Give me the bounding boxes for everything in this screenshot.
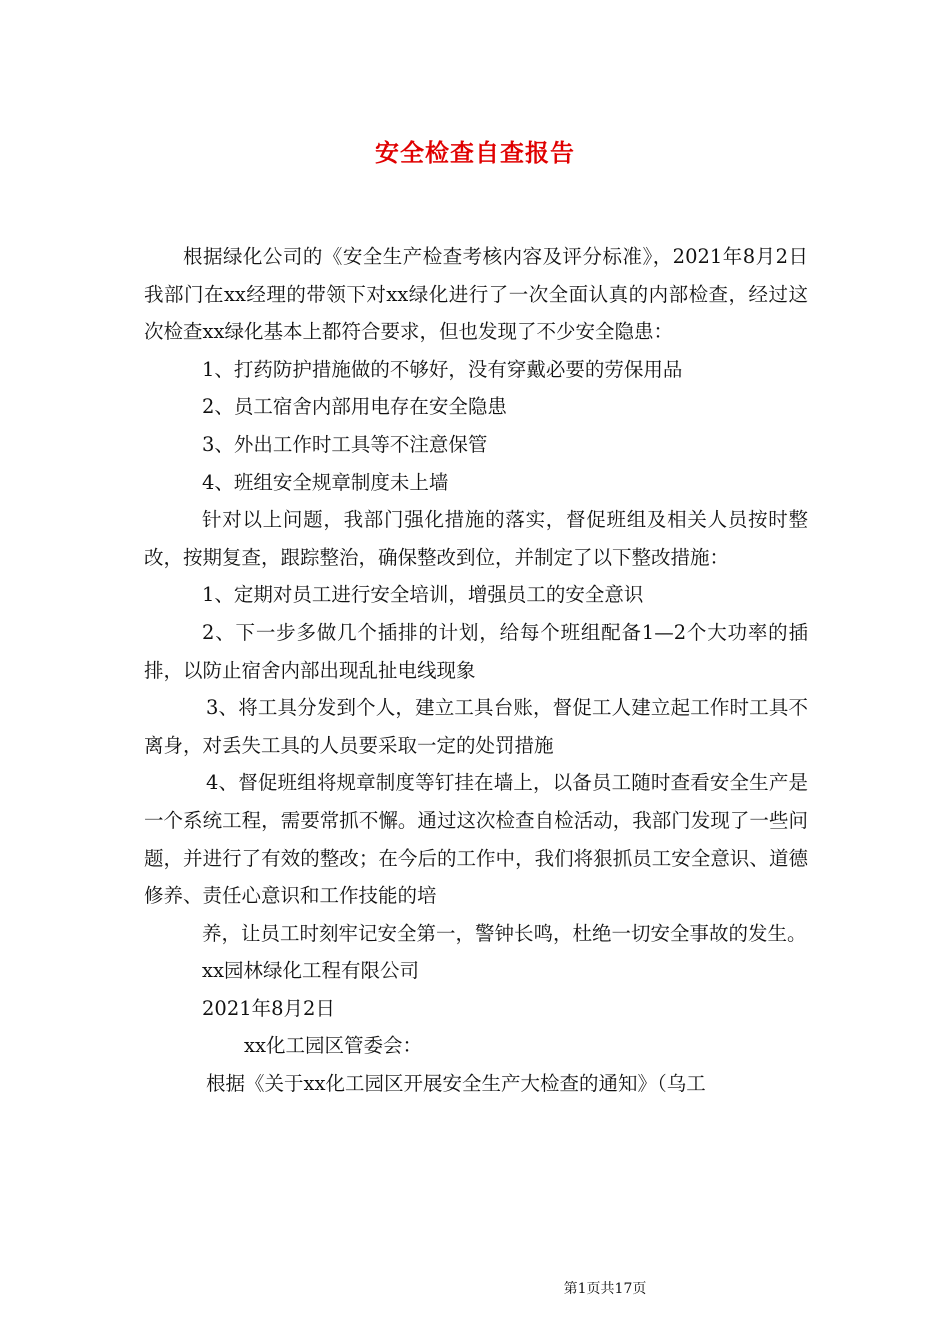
page-footer — [0, 1278, 950, 1298]
issue-item-4: 4、班组安全规章制度未上墙 — [202, 470, 449, 494]
conclusion-paragraph: 养，让员工时刻牢记安全第一，警钟长鸣，杜绝一切安全事故的发生。 — [202, 921, 807, 945]
measure-item-2: 2、下一步多做几个插排的计划，给每个班组配备1—2个大功率的插排，以防止宿舍内部出现乱扯电线现象 — [144, 620, 808, 682]
document-body — [144, 238, 808, 1103]
next-letter-opening: 根据《关于xx化工园区开展安全生产大检查的通知》（乌工 — [206, 1072, 706, 1096]
measure-item-4: 4、督促班组将规章制度等钉挂在墙上，以备员工随时查看安全生产是一个系统工程，需要常抓不懈。通过这次检查自检活动，我部门发现了一些问题，并进行了有效的整改；在今后的工作中，我们将狠抓员工安全意识、道德修养、责任心意识和工作技能的培 — [144, 771, 808, 908]
measure-item-3: 3、将工具分发到个人，建立工具台账，督促工人建立起工作时工具不离身，对丢失工具的人员要采取一定的处罚措施 — [144, 696, 808, 757]
intro-paragraph: 根据绿化公司的《安全生产检查考核内容及评分标准》，2021年8月2日我部门在xx经理的带领下对xx绿化进行了一次全面认真的内部检查，经过这次检查xx绿化基本上都符合要求，但也发现了不少安全隐患： — [144, 245, 808, 344]
document-title: 安全检查自查报告 — [375, 138, 575, 167]
next-letter-salutation: xx化工园区管委会： — [244, 1034, 422, 1058]
signature-company: xx园林绿化工程有限公司 — [202, 959, 419, 983]
measures-intro-paragraph: 针对以上问题，我部门强化措施的落实，督促班组及相关人员按时整改，按期复查，跟踪整治，确保整改到位，并制定了以下整改措施： — [144, 508, 808, 569]
measure-item-1: 1、定期对员工进行安全培训，增强员工的安全意识 — [202, 583, 644, 607]
signature-date: 2021年8月2日 — [202, 996, 335, 1020]
page-number-label: 第1页共17页 — [563, 1281, 647, 1297]
issue-item-2: 2、员工宿舍内部用电存在安全隐患 — [202, 395, 507, 419]
issue-item-3: 3、外出工作时工具等不注意保管 — [202, 432, 488, 456]
issue-item-1: 1、打药防护措施做的不够好，没有穿戴必要的劳保用品 — [202, 357, 683, 381]
